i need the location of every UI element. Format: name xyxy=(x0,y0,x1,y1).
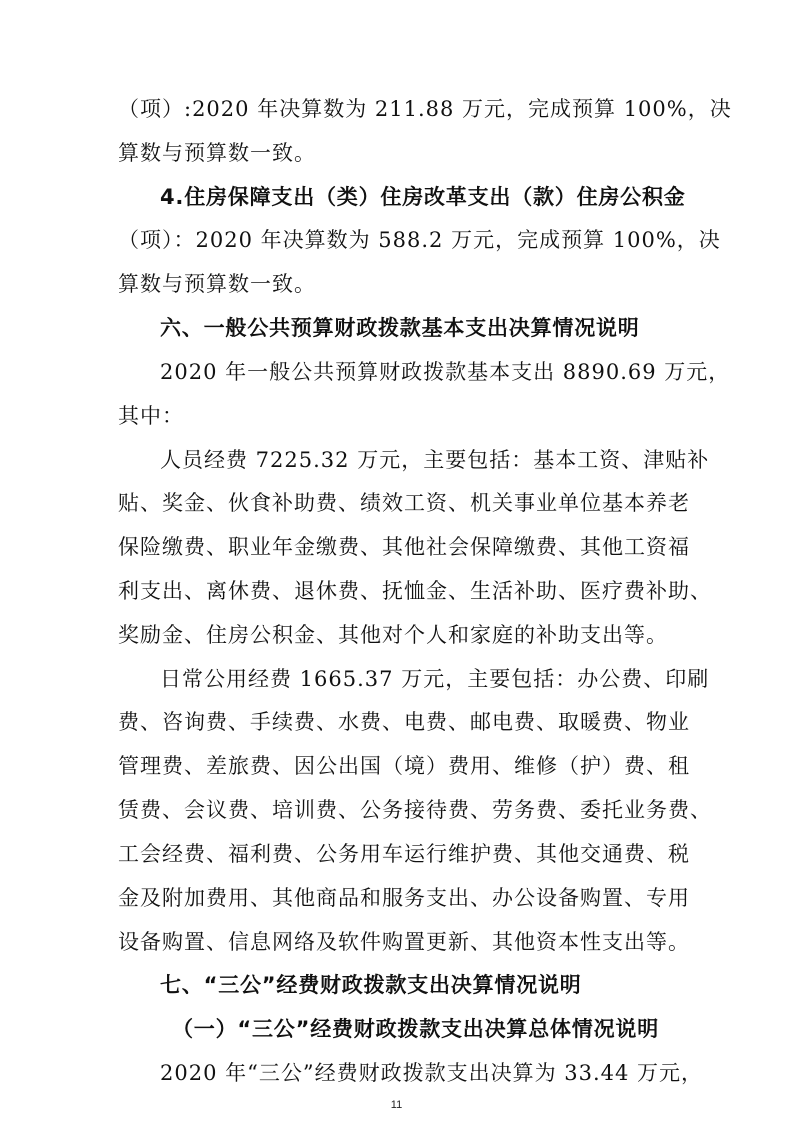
text-line: 奖励金、住房公积金、其他对个人和家庭的补助支出等。 xyxy=(118,623,668,647)
subsection-heading: 4.住房保障支出（类）住房改革支出（款）住房公积金 xyxy=(160,185,686,209)
text-line: 工会经费、福利费、公务用车运行维护费、其他交通费、税 xyxy=(118,842,690,866)
text-line: 2020 年“三公”经费财政拨款支出决算为 33.44 万元， xyxy=(160,1061,704,1085)
text-line: 2020 年一般公共预算财政拨款基本支出 8890.69 万元， xyxy=(160,360,731,384)
text-line: 设备购置、信息网络及软件购置更新、其他资本性支出等。 xyxy=(118,930,690,954)
text-line: 费、咨询费、手续费、水费、电费、邮电费、取暖费、物业 xyxy=(118,710,690,734)
text-line: 保险缴费、职业年金缴费、其他社会保障缴费、其他工资福 xyxy=(118,535,690,559)
section-heading: 七、“三公”经费财政拨款支出决算情况说明 xyxy=(160,973,582,997)
section-heading: 六、一般公共预算财政拨款基本支出决算情况说明 xyxy=(160,316,640,340)
text-line: （项）:2020 年决算数为 211.88 万元，完成预算 100%，决 xyxy=(118,97,732,121)
text-line: 算数与预算数一致。 xyxy=(118,141,316,165)
text-line: （项）：2020 年决算数为 588.2 万元，完成预算 100%，决 xyxy=(118,228,721,252)
text-line: 人员经费 7225.32 万元，主要包括：基本工资、津贴补 xyxy=(160,448,710,472)
text-line: 其中： xyxy=(118,404,184,428)
text-line: 赁费、会议费、培训费、公务接待费、劳务费、委托业务费、 xyxy=(118,798,712,822)
subsection-heading: （一）“三公”经费财政拨款支出决算总体情况说明 xyxy=(172,1017,660,1041)
text-line: 日常公用经费 1665.37 万元，主要包括：办公费、印刷 xyxy=(160,667,710,691)
text-line: 金及附加费用、其他商品和服务支出、办公设备购置、专用 xyxy=(118,886,690,910)
text-line: 算数与预算数一致。 xyxy=(118,272,316,296)
text-line: 利支出、离休费、退休费、抚恤金、生活补助、医疗费补助、 xyxy=(118,579,712,603)
text-line: 贴、奖金、伙食补助费、绩效工资、机关事业单位基本养老 xyxy=(118,491,690,515)
page-number: 11 xyxy=(390,1099,403,1111)
text-line: 管理费、差旅费、因公出国（境）费用、维修（护）费、租 xyxy=(118,754,690,778)
